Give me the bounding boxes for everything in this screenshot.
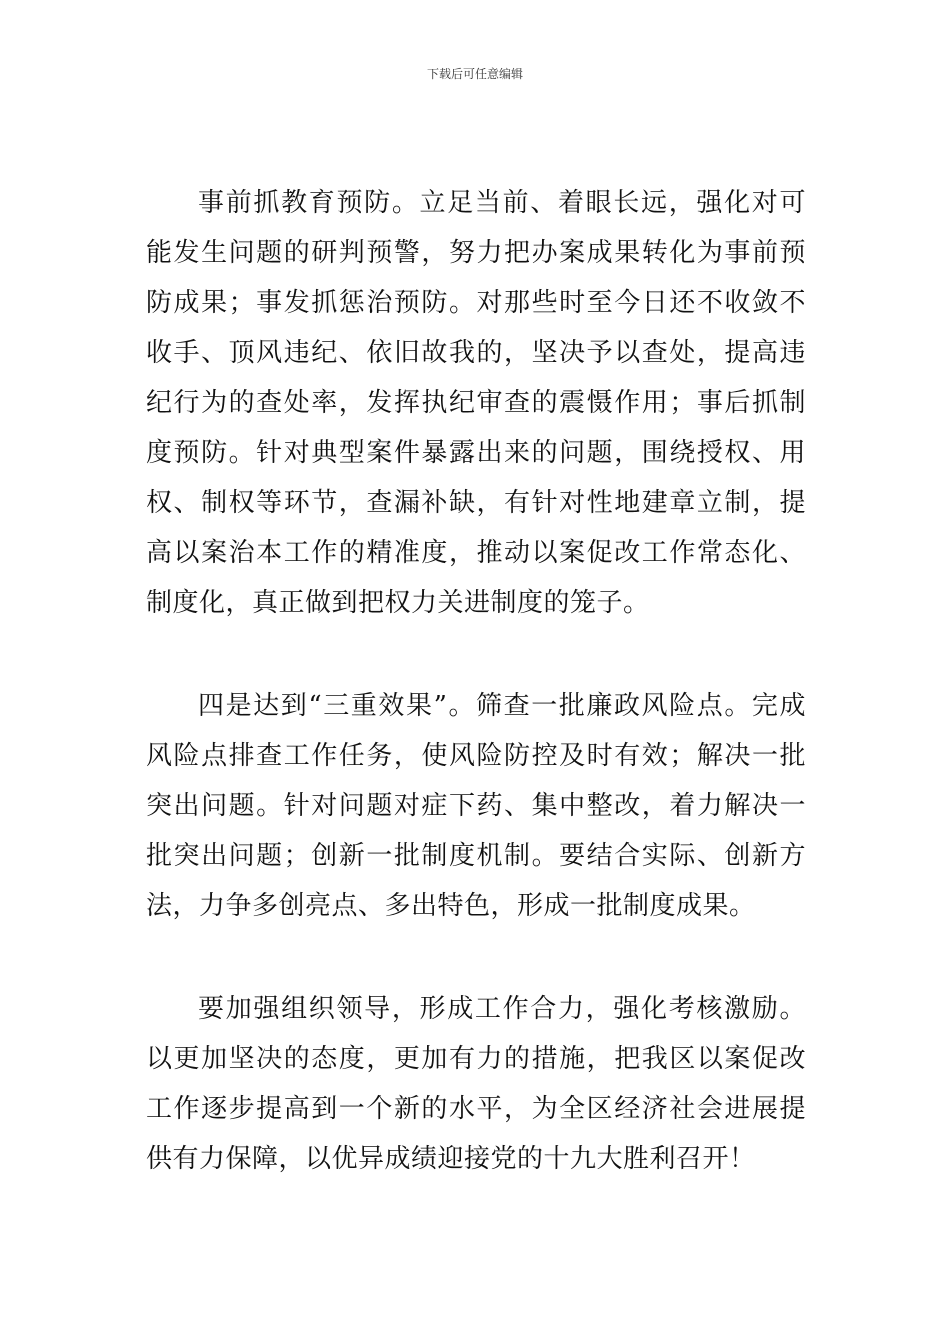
body-text (146, 178, 806, 1184)
paragraph-three-effects: 四是达到“三重效果”。筛查一批廉政风险点。完成风险点排查工作任务，使风险防控及时有效；解决一批突出问题。针对问题对症下药、集中整改，着力解决一批突出问题；创新一批制度机制。要结合实际、创新方法，力争多创亮点、多出特色，形成一批制度成果。 (146, 691, 806, 921)
header-note: 下载后可任意编辑 (426, 67, 523, 81)
paragraph-leadership: 要加强组织领导，形成工作合力，强化考核激励。以更加坚决的态度，更加有力的措施，把我区以案促改工作逐步提高到一个新的水平，为全区经济社会进展提供有力保障，以优异成绩迎接党的十九大胜利召开！ (146, 994, 806, 1174)
paragraph-prevention: 事前抓教育预防。立足当前、着眼长远，强化对可能发生问题的研判预警，努力把办案成果转化为事前预防成果；事发抓惩治预防。对那些时至今日还不收敛不收手、顶风违纪、依旧故我的，坚决予以查处，提高违纪行为的查处率，发挥执纪审查的震慑作用；事后抓制度预防。针对典型案件暴露出来的问题，围绕授权、用权、制权等环节，查漏补缺，有针对性地建章立制，提高以案治本工作的精准度，推动以案促改工作常态化、制度化，真正做到把权力关进制度的笼子。 (146, 188, 806, 618)
